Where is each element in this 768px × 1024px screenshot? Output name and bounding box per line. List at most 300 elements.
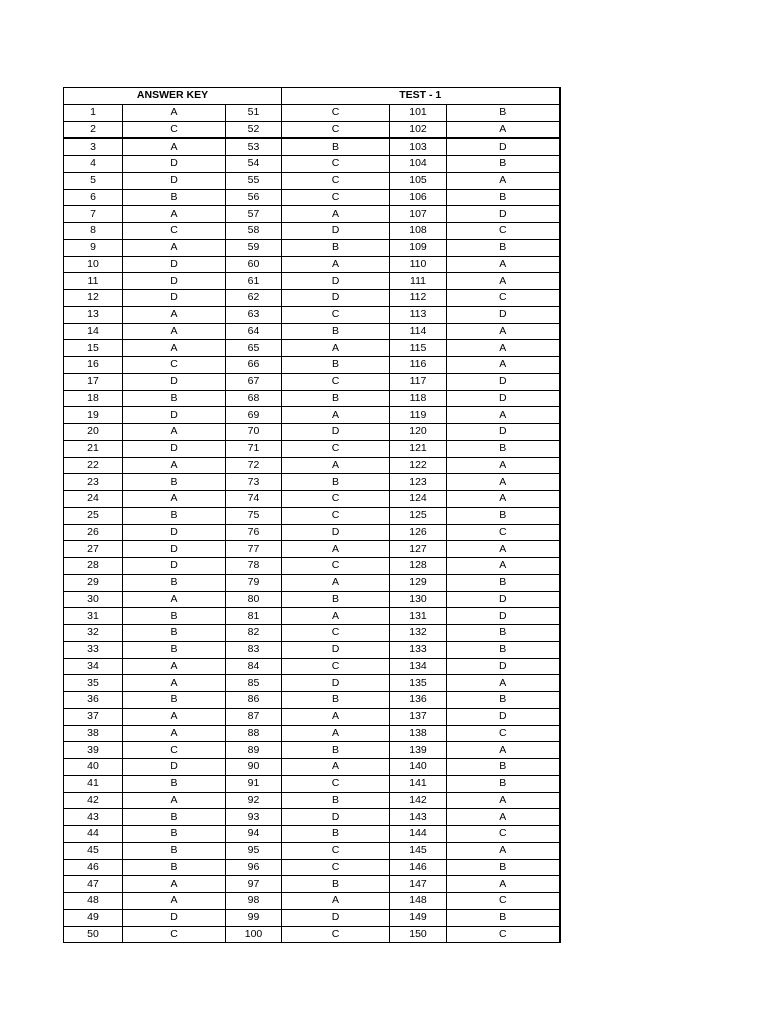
table-row	[64, 809, 560, 826]
answer-cell: C	[282, 625, 390, 642]
answer-cell: C	[282, 859, 390, 876]
question-number-cell: 134	[390, 658, 447, 675]
table-row	[64, 290, 560, 307]
table-row	[64, 641, 560, 658]
question-number-cell: 70	[226, 424, 282, 441]
question-number-cell: 124	[390, 491, 447, 508]
answer-cell: A	[447, 876, 560, 893]
answer-cell: A	[282, 541, 390, 558]
question-number-cell: 126	[390, 524, 447, 541]
answer-cell: B	[123, 625, 226, 642]
answer-cell: B	[447, 507, 560, 524]
answer-cell: A	[447, 474, 560, 491]
answer-cell: A	[282, 574, 390, 591]
question-number-cell: 97	[226, 876, 282, 893]
question-number-cell: 52	[226, 121, 282, 138]
answer-cell: C	[447, 926, 560, 943]
answer-cell: C	[282, 491, 390, 508]
answer-cell: D	[447, 373, 560, 390]
question-number-cell: 63	[226, 306, 282, 323]
question-number-cell: 60	[226, 256, 282, 273]
question-number-cell: 15	[64, 340, 123, 357]
answer-cell: C	[447, 725, 560, 742]
question-number-cell: 92	[226, 792, 282, 809]
table-row	[64, 893, 560, 910]
table-row	[64, 826, 560, 843]
table-row	[64, 742, 560, 759]
question-number-cell: 74	[226, 491, 282, 508]
answer-cell: B	[123, 809, 226, 826]
question-number-cell: 103	[390, 138, 447, 155]
question-number-cell: 136	[390, 692, 447, 709]
question-number-cell: 114	[390, 323, 447, 340]
question-number-cell: 53	[226, 138, 282, 155]
question-number-cell: 107	[390, 206, 447, 223]
answer-cell: B	[123, 608, 226, 625]
question-number-cell: 120	[390, 424, 447, 441]
table-row	[64, 457, 560, 474]
question-number-cell: 7	[64, 206, 123, 223]
question-number-cell: 24	[64, 491, 123, 508]
answer-cell: A	[123, 725, 226, 742]
answer-cell: A	[123, 306, 226, 323]
answer-cell: C	[282, 306, 390, 323]
answer-cell: C	[447, 524, 560, 541]
question-number-cell: 83	[226, 641, 282, 658]
question-number-cell: 37	[64, 708, 123, 725]
question-number-cell: 32	[64, 625, 123, 642]
answer-cell: C	[123, 926, 226, 943]
table-row	[64, 273, 560, 290]
answer-cell: D	[282, 809, 390, 826]
answer-cell: A	[123, 424, 226, 441]
table-row	[64, 373, 560, 390]
question-number-cell: 12	[64, 290, 123, 307]
answer-cell: D	[123, 407, 226, 424]
answer-cell: C	[282, 842, 390, 859]
question-number-cell: 143	[390, 809, 447, 826]
answer-cell: D	[123, 541, 226, 558]
table-row	[64, 507, 560, 524]
question-number-cell: 147	[390, 876, 447, 893]
answer-cell: D	[447, 206, 560, 223]
question-number-cell: 78	[226, 558, 282, 575]
question-number-cell: 49	[64, 909, 123, 926]
answer-cell: D	[282, 909, 390, 926]
answer-cell: A	[447, 675, 560, 692]
table-row	[64, 842, 560, 859]
question-number-cell: 98	[226, 893, 282, 910]
question-number-cell: 69	[226, 407, 282, 424]
answer-cell: B	[282, 323, 390, 340]
answer-cell: B	[123, 390, 226, 407]
table-row	[64, 876, 560, 893]
answer-cell: D	[282, 424, 390, 441]
question-number-cell: 73	[226, 474, 282, 491]
answer-cell: A	[447, 792, 560, 809]
answer-cell: C	[282, 172, 390, 189]
question-number-cell: 139	[390, 742, 447, 759]
answer-cell: A	[447, 340, 560, 357]
answer-cell: D	[282, 641, 390, 658]
question-number-cell: 110	[390, 256, 447, 273]
question-number-cell: 111	[390, 273, 447, 290]
answer-cell: A	[447, 273, 560, 290]
question-number-cell: 3	[64, 138, 123, 155]
table-row	[64, 491, 560, 508]
answer-cell: A	[123, 675, 226, 692]
answer-cell: A	[123, 491, 226, 508]
answer-key-heading: ANSWER KEY	[64, 88, 282, 105]
table-row	[64, 323, 560, 340]
question-number-cell: 21	[64, 440, 123, 457]
question-number-cell: 56	[226, 189, 282, 206]
question-number-cell: 72	[226, 457, 282, 474]
question-number-cell: 66	[226, 357, 282, 374]
question-number-cell: 39	[64, 742, 123, 759]
answer-cell: A	[123, 792, 226, 809]
answer-cell: A	[282, 608, 390, 625]
question-number-cell: 11	[64, 273, 123, 290]
answer-cell: B	[123, 775, 226, 792]
question-number-cell: 59	[226, 239, 282, 256]
answer-cell: A	[447, 357, 560, 374]
question-number-cell: 89	[226, 742, 282, 759]
answer-cell: A	[447, 742, 560, 759]
answer-cell: C	[282, 926, 390, 943]
answer-cell: B	[282, 792, 390, 809]
answer-cell: A	[447, 558, 560, 575]
question-number-cell: 10	[64, 256, 123, 273]
answer-cell: C	[447, 290, 560, 307]
table-row	[64, 708, 560, 725]
answer-cell: C	[123, 742, 226, 759]
question-number-cell: 128	[390, 558, 447, 575]
answer-cell: C	[447, 223, 560, 240]
question-number-cell: 45	[64, 842, 123, 859]
question-number-cell: 5	[64, 172, 123, 189]
table-row	[64, 574, 560, 591]
question-number-cell: 148	[390, 893, 447, 910]
question-number-cell: 33	[64, 641, 123, 658]
answer-cell: A	[447, 323, 560, 340]
answer-cell: A	[123, 658, 226, 675]
question-number-cell: 9	[64, 239, 123, 256]
table-row	[64, 926, 560, 943]
answer-cell: B	[447, 189, 560, 206]
question-number-cell: 14	[64, 323, 123, 340]
answer-cell: D	[123, 172, 226, 189]
question-number-cell: 84	[226, 658, 282, 675]
question-number-cell: 85	[226, 675, 282, 692]
table-row	[64, 156, 560, 173]
question-number-cell: 51	[226, 104, 282, 121]
question-number-cell: 30	[64, 591, 123, 608]
question-number-cell: 109	[390, 239, 447, 256]
answer-cell: D	[282, 524, 390, 541]
answer-cell: D	[447, 708, 560, 725]
table-row	[64, 440, 560, 457]
answer-cell: C	[282, 658, 390, 675]
answer-cell: C	[282, 189, 390, 206]
question-number-cell: 16	[64, 357, 123, 374]
answer-cell: A	[447, 172, 560, 189]
question-number-cell: 87	[226, 708, 282, 725]
question-number-cell: 23	[64, 474, 123, 491]
answer-cell: D	[447, 591, 560, 608]
question-number-cell: 57	[226, 206, 282, 223]
answer-cell: D	[282, 290, 390, 307]
question-number-cell: 38	[64, 725, 123, 742]
question-number-cell: 146	[390, 859, 447, 876]
answer-cell: D	[282, 223, 390, 240]
answer-key-sheet	[63, 87, 561, 943]
table-row	[64, 223, 560, 240]
table-row	[64, 407, 560, 424]
answer-cell: A	[123, 340, 226, 357]
table-row	[64, 608, 560, 625]
question-number-cell: 123	[390, 474, 447, 491]
question-number-cell: 86	[226, 692, 282, 709]
answer-cell: D	[123, 256, 226, 273]
answer-cell: B	[447, 440, 560, 457]
answer-cell: B	[123, 641, 226, 658]
question-number-cell: 19	[64, 407, 123, 424]
question-number-cell: 127	[390, 541, 447, 558]
table-row	[64, 675, 560, 692]
answer-cell: A	[282, 457, 390, 474]
question-number-cell: 106	[390, 189, 447, 206]
table-row	[64, 357, 560, 374]
table-row	[64, 558, 560, 575]
answer-cell: D	[123, 273, 226, 290]
answer-cell: D	[123, 759, 226, 776]
answer-key-table	[63, 87, 561, 943]
question-number-cell: 41	[64, 775, 123, 792]
table-row	[64, 121, 560, 138]
answer-cell: B	[282, 692, 390, 709]
question-number-cell: 44	[64, 826, 123, 843]
question-number-cell: 68	[226, 390, 282, 407]
answer-cell: A	[447, 457, 560, 474]
question-number-cell: 20	[64, 424, 123, 441]
answer-cell: A	[123, 323, 226, 340]
answer-cell: A	[282, 256, 390, 273]
question-number-cell: 113	[390, 306, 447, 323]
question-number-cell: 27	[64, 541, 123, 558]
question-number-cell: 47	[64, 876, 123, 893]
question-number-cell: 43	[64, 809, 123, 826]
table-row	[64, 474, 560, 491]
question-number-cell: 31	[64, 608, 123, 625]
question-number-cell: 95	[226, 842, 282, 859]
answer-cell: B	[447, 156, 560, 173]
table-row	[64, 692, 560, 709]
answer-cell: A	[282, 759, 390, 776]
answer-cell: C	[282, 558, 390, 575]
question-number-cell: 61	[226, 273, 282, 290]
answer-cell: B	[123, 692, 226, 709]
question-number-cell: 102	[390, 121, 447, 138]
question-number-cell: 65	[226, 340, 282, 357]
answer-cell: D	[447, 658, 560, 675]
answer-cell: D	[123, 909, 226, 926]
question-number-cell: 130	[390, 591, 447, 608]
answer-cell: C	[123, 357, 226, 374]
answer-cell: D	[447, 306, 560, 323]
answer-cell: A	[447, 256, 560, 273]
table-row	[64, 524, 560, 541]
question-number-cell: 149	[390, 909, 447, 926]
answer-cell: B	[123, 189, 226, 206]
answer-cell: D	[123, 156, 226, 173]
question-number-cell: 105	[390, 172, 447, 189]
table-row	[64, 591, 560, 608]
question-number-cell: 150	[390, 926, 447, 943]
answer-cell: A	[282, 893, 390, 910]
question-number-cell: 121	[390, 440, 447, 457]
question-number-cell: 144	[390, 826, 447, 843]
table-row	[64, 138, 560, 155]
answer-cell: D	[123, 290, 226, 307]
answer-cell: C	[282, 373, 390, 390]
question-number-cell: 108	[390, 223, 447, 240]
answer-cell: B	[447, 692, 560, 709]
question-number-cell: 28	[64, 558, 123, 575]
answer-cell: A	[447, 407, 560, 424]
answer-cell: C	[282, 440, 390, 457]
answer-cell: A	[447, 842, 560, 859]
question-number-cell: 125	[390, 507, 447, 524]
table-row	[64, 909, 560, 926]
question-number-cell: 4	[64, 156, 123, 173]
question-number-cell: 40	[64, 759, 123, 776]
question-number-cell: 99	[226, 909, 282, 926]
test-heading: TEST - 1	[282, 88, 560, 105]
answer-cell: B	[282, 826, 390, 843]
question-number-cell: 101	[390, 104, 447, 121]
table-row	[64, 172, 560, 189]
table-row	[64, 340, 560, 357]
answer-cell: B	[282, 390, 390, 407]
question-number-cell: 145	[390, 842, 447, 859]
question-number-cell: 94	[226, 826, 282, 843]
answer-cell: A	[123, 104, 226, 121]
answer-cell: B	[123, 859, 226, 876]
answer-cell: B	[282, 138, 390, 155]
answer-cell: C	[282, 104, 390, 121]
answer-cell: A	[123, 239, 226, 256]
table-row	[64, 306, 560, 323]
answer-cell: B	[447, 909, 560, 926]
answer-cell: D	[123, 558, 226, 575]
question-number-cell: 141	[390, 775, 447, 792]
question-number-cell: 71	[226, 440, 282, 457]
answer-cell: B	[447, 625, 560, 642]
answer-cell: B	[447, 239, 560, 256]
question-number-cell: 91	[226, 775, 282, 792]
answer-cell: C	[282, 121, 390, 138]
table-row	[64, 759, 560, 776]
question-number-cell: 131	[390, 608, 447, 625]
question-number-cell: 140	[390, 759, 447, 776]
answer-cell: D	[447, 138, 560, 155]
question-number-cell: 48	[64, 893, 123, 910]
answer-cell: D	[447, 424, 560, 441]
question-number-cell: 42	[64, 792, 123, 809]
answer-cell: C	[282, 507, 390, 524]
answer-cell: A	[123, 708, 226, 725]
table-row	[64, 625, 560, 642]
answer-cell: A	[447, 491, 560, 508]
question-number-cell: 138	[390, 725, 447, 742]
question-number-cell: 112	[390, 290, 447, 307]
question-number-cell: 17	[64, 373, 123, 390]
question-number-cell: 82	[226, 625, 282, 642]
question-number-cell: 132	[390, 625, 447, 642]
question-number-cell: 46	[64, 859, 123, 876]
answer-cell: B	[282, 591, 390, 608]
question-number-cell: 25	[64, 507, 123, 524]
question-number-cell: 122	[390, 457, 447, 474]
question-number-cell: 58	[226, 223, 282, 240]
answer-cell: D	[447, 390, 560, 407]
question-number-cell: 64	[226, 323, 282, 340]
table-row	[64, 206, 560, 223]
table-row	[64, 725, 560, 742]
answer-cell: C	[123, 223, 226, 240]
question-number-cell: 77	[226, 541, 282, 558]
question-number-cell: 34	[64, 658, 123, 675]
question-number-cell: 81	[226, 608, 282, 625]
answer-cell: B	[447, 104, 560, 121]
answer-cell: B	[123, 842, 226, 859]
question-number-cell: 13	[64, 306, 123, 323]
answer-cell: B	[282, 876, 390, 893]
answer-cell: B	[282, 239, 390, 256]
answer-cell: B	[123, 826, 226, 843]
question-number-cell: 75	[226, 507, 282, 524]
question-number-cell: 26	[64, 524, 123, 541]
answer-cell: B	[282, 742, 390, 759]
answer-cell: A	[282, 708, 390, 725]
table-row	[64, 792, 560, 809]
table-row	[64, 658, 560, 675]
question-number-cell: 67	[226, 373, 282, 390]
table-row	[64, 775, 560, 792]
question-number-cell: 8	[64, 223, 123, 240]
question-number-cell: 50	[64, 926, 123, 943]
answer-cell: A	[282, 725, 390, 742]
question-number-cell: 135	[390, 675, 447, 692]
table-row	[64, 256, 560, 273]
question-number-cell: 118	[390, 390, 447, 407]
question-number-cell: 18	[64, 390, 123, 407]
answer-cell: D	[447, 608, 560, 625]
header-row	[64, 88, 560, 105]
answer-cell: C	[282, 775, 390, 792]
answer-cell: B	[447, 574, 560, 591]
question-number-cell: 90	[226, 759, 282, 776]
question-number-cell: 22	[64, 457, 123, 474]
answer-cell: B	[282, 357, 390, 374]
question-number-cell: 117	[390, 373, 447, 390]
table-row	[64, 390, 560, 407]
question-number-cell: 119	[390, 407, 447, 424]
answer-cell: B	[123, 507, 226, 524]
answer-cell: A	[123, 893, 226, 910]
answer-cell: D	[282, 273, 390, 290]
